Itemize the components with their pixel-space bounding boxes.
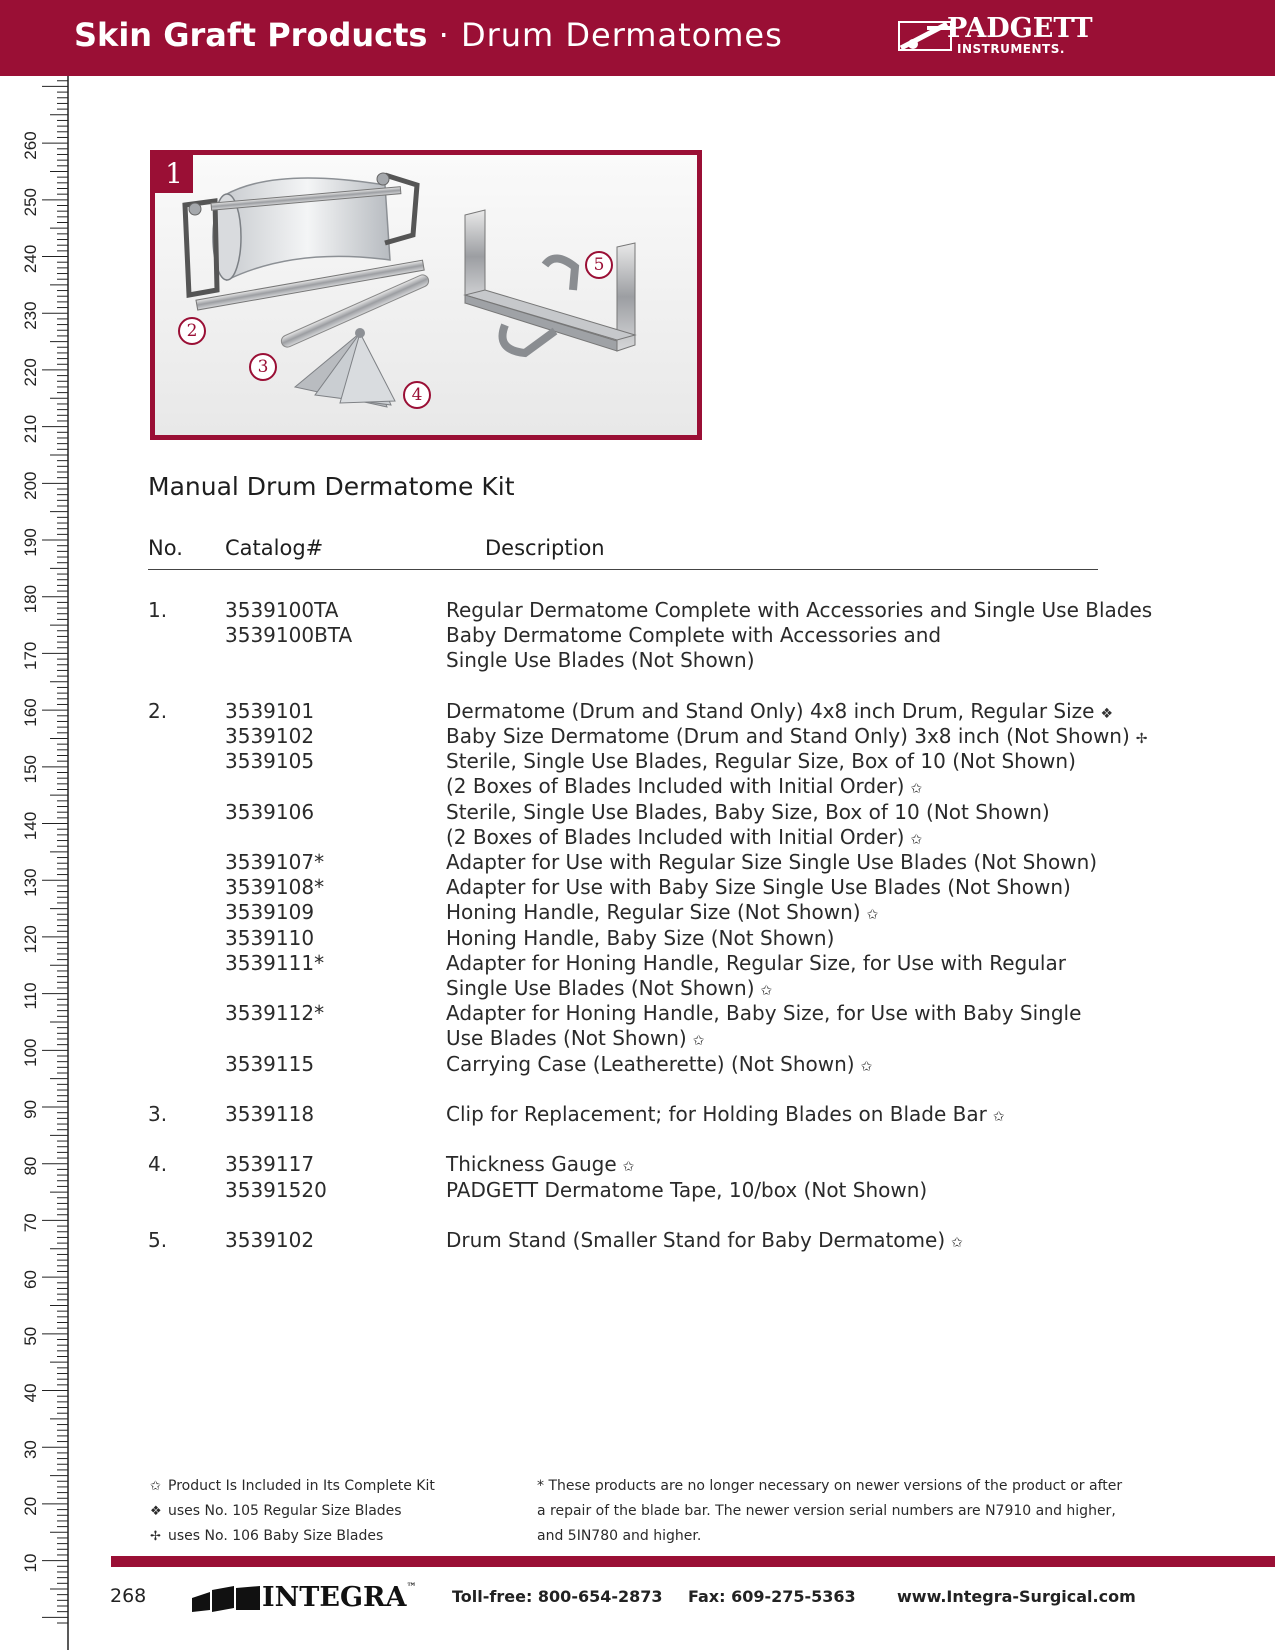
row-description (446, 850, 1097, 875)
row-description (446, 825, 922, 853)
row-description (446, 875, 1071, 900)
title-subsection: Drum Dermatomes (460, 16, 783, 54)
ruler-label: 200 (21, 471, 40, 500)
row-description (446, 598, 1152, 623)
description-text: Clip for Replacement; for Holding Blades on Blade Bar (446, 1102, 987, 1126)
catalog-number: 3539100BTA (225, 623, 353, 648)
ruler-label: 40 (21, 1383, 40, 1403)
catalog-number: 3539101 (225, 698, 315, 723)
catalog-number: 3539108* (225, 875, 325, 900)
row-number: 2. (148, 698, 168, 723)
star-icon: ✩ (622, 1159, 635, 1176)
ruler-label: 110 (21, 982, 40, 1010)
row-description (446, 724, 1148, 752)
row-description (446, 1026, 704, 1054)
catalog-number: 3539117 (225, 1152, 315, 1177)
star-icon: ✩ (992, 1109, 1005, 1125)
legend-regular-text: uses No. 105 Regular Size Blades (168, 1503, 402, 1519)
ruler-label: 100 (21, 1038, 40, 1067)
catalog-number: 3539111* (225, 950, 325, 975)
legend-regular (150, 1499, 435, 1524)
catalog-number: 3539105 (225, 749, 315, 774)
ruler-label: 250 (21, 188, 40, 217)
ruler-label: 80 (21, 1156, 40, 1176)
description-text: Adapter for Use with Regular Size Single Use Blades (Not Shown) (446, 850, 1098, 874)
description-text: Baby Dermatome Complete with Accessories and (446, 623, 942, 648)
legend-included (150, 1474, 435, 1499)
row-description (446, 623, 941, 648)
ruler-label: 240 (21, 244, 40, 274)
side-ruler (0, 76, 76, 1650)
padgett-logo (897, 13, 1127, 60)
ruler-label: 60 (21, 1270, 40, 1289)
trademark: ™ (406, 1582, 417, 1593)
star-icon: ✩ (866, 907, 879, 924)
integra-logo (190, 1582, 417, 1616)
ruler-label: 90 (21, 1099, 40, 1119)
diamond-icon: ❖ (150, 1504, 162, 1519)
header-rule (148, 569, 1098, 570)
catalog-number: 3539100TA (225, 598, 339, 622)
integra-wordmark (262, 1582, 416, 1613)
star-icon: ✩ (150, 1479, 161, 1494)
row-description (446, 699, 1113, 727)
ruler-label: 70 (21, 1213, 40, 1233)
kit-title: Manual Drum Dermatome Kit (148, 472, 515, 501)
catalog-number: 3539110 (225, 925, 315, 950)
star-icon: ✩ (951, 1235, 963, 1251)
description-text: Carrying Case (Leatherette) (Not Shown) (446, 1051, 855, 1076)
figure-number: 1 (155, 155, 193, 193)
ruler-label: 170 (21, 641, 40, 670)
catalog-number: 3539115 (225, 1051, 315, 1076)
brand-subtitle: INSTRUMENTS. (957, 42, 1065, 56)
star-icon: ✩ (760, 983, 773, 999)
description-text: Adapter for Use with Baby Size Single Use Blades (Not Shown) (446, 875, 1071, 900)
row-description (446, 976, 772, 1004)
callout-5: 5 (585, 251, 613, 279)
row-description (446, 1001, 1081, 1026)
ruler-label: 190 (21, 528, 40, 557)
row-description (446, 1052, 872, 1080)
row-description (446, 1178, 927, 1203)
callout-4: 4 (403, 381, 431, 409)
ruler-label: 50 (21, 1326, 40, 1346)
asterisk-note: * These products are no longer necessary on newer versions of the product or after a repair of the blade bar. The newer version serial numbers are N7910 and higher, and 5IN780 and higher. (537, 1478, 1123, 1544)
description-text: Sterile, Single Use Blades, Regular Size, Box of 10 (Not Shown) (446, 749, 1076, 774)
catalog-number: 3539109 (225, 900, 315, 925)
row-number: 5. (148, 1228, 168, 1252)
brand-name: PADGETT (947, 13, 1093, 44)
row-description (446, 926, 834, 951)
column-header-no: No. (148, 536, 183, 560)
description-text: Baby Size Dermatome (Drum and Stand Only) 3x8 inch (Not Shown) (446, 724, 1130, 748)
product-photo (150, 150, 702, 440)
column-header-catalog: Catalog# (225, 536, 324, 560)
row-number: 4. (148, 1152, 168, 1177)
catalog-number: 3539102 (225, 724, 315, 748)
ruler-label: 140 (21, 811, 40, 841)
catalog-number: 3539106 (225, 799, 315, 824)
row-description (446, 774, 922, 802)
title-section: Skin Graft Products (74, 16, 428, 54)
description-text: (2 Boxes of Blades Included with Initial Order) (446, 774, 905, 799)
cross-icon: ✢ (1135, 731, 1148, 747)
star-icon: ✩ (910, 831, 923, 848)
catalog-number: 3539102 (225, 1228, 315, 1252)
description-text: Adapter for Honing Handle, Regular Size, for Use with Regular (446, 950, 1066, 975)
row-description (446, 951, 1066, 976)
website-link[interactable]: www.Integra-Surgical.com (897, 1587, 1136, 1606)
footer-rule (111, 1556, 1275, 1567)
integra-name: INTEGRA (262, 1582, 407, 1613)
title-separator: · (427, 16, 461, 54)
description-text: PADGETT Dermatome Tape, 10/box (Not Shown) (446, 1177, 928, 1202)
description-text: Use Blades (Not Shown) (446, 1026, 687, 1051)
page-title (74, 16, 783, 54)
catalog-number: 3539107* (225, 850, 325, 874)
row-description (446, 1102, 1005, 1130)
catalog-number: 3539112* (225, 1001, 325, 1026)
description-text: Honing Handle, Baby Size (Not Shown) (446, 925, 835, 950)
row-description (446, 800, 1050, 825)
column-header-description: Description (485, 536, 605, 560)
legend-included-text: Product Is Included in Its Complete Kit (168, 1478, 435, 1494)
legend-baby (150, 1524, 435, 1549)
ruler-label: 150 (21, 755, 40, 784)
ruler-label: 210 (21, 414, 40, 444)
description-text: Thickness Gauge (446, 1152, 617, 1177)
row-description (446, 749, 1076, 774)
ruler-label: 10 (21, 1553, 40, 1573)
ruler-label: 130 (21, 868, 40, 897)
description-text: Adapter for Honing Handle, Baby Size, for Use with Baby Single (446, 1001, 1082, 1026)
row-number: 3. (148, 1102, 168, 1126)
description-text: Dermatome (Drum and Stand Only) 4x8 inch Drum, Regular Size (446, 698, 1095, 723)
fax-number: Fax: 609-275-5363 (688, 1587, 856, 1606)
page-header (0, 0, 1275, 76)
ruler-label: 180 (21, 584, 40, 614)
description-text: Regular Dermatome Complete with Accessories and Single Use Blades (446, 598, 1153, 622)
star-icon: ✩ (860, 1058, 873, 1075)
description-text: (2 Boxes of Blades Included with Initial Order) (446, 824, 905, 849)
catalog-number: 3539118 (225, 1102, 315, 1126)
row-description (446, 648, 755, 673)
ruler-label: 120 (21, 925, 40, 954)
star-icon: ✩ (692, 1033, 705, 1050)
description-text: Drum Stand (Smaller Stand for Baby Dermatome) (446, 1228, 946, 1252)
ruler-label: 230 (21, 301, 40, 330)
ruler-label: 20 (21, 1496, 40, 1516)
ruler-label: 30 (21, 1440, 40, 1460)
legend-baby-text: uses No. 106 Baby Size Blades (168, 1528, 384, 1544)
symbol-legend (150, 1474, 435, 1549)
description-text: Single Use Blades (Not Shown) (446, 648, 755, 673)
description-text: Single Use Blades (Not Shown) (446, 976, 755, 1000)
description-text: Sterile, Single Use Blades, Baby Size, Box of 10 (Not Shown) (446, 799, 1050, 824)
cross-icon: ✢ (150, 1529, 161, 1544)
integra-mark-icon (190, 1582, 262, 1616)
row-description (446, 900, 878, 928)
catalog-number: 35391520 (225, 1177, 327, 1202)
toll-free-number: Toll-free: 800-654-2873 (452, 1587, 663, 1606)
page-number: 268 (110, 1585, 147, 1607)
row-description (446, 1228, 963, 1256)
row-description (446, 1152, 634, 1180)
callout-3: 3 (249, 353, 277, 381)
callout-2: 2 (178, 317, 206, 345)
row-number: 1. (148, 598, 168, 622)
description-text: Honing Handle, Regular Size (Not Shown) (446, 900, 861, 925)
star-icon: ✩ (910, 781, 923, 798)
ruler-label: 160 (21, 698, 40, 727)
diamond-icon: ❖ (1100, 705, 1114, 722)
ruler-label: 260 (21, 131, 40, 160)
ruler-label: 220 (21, 358, 40, 387)
